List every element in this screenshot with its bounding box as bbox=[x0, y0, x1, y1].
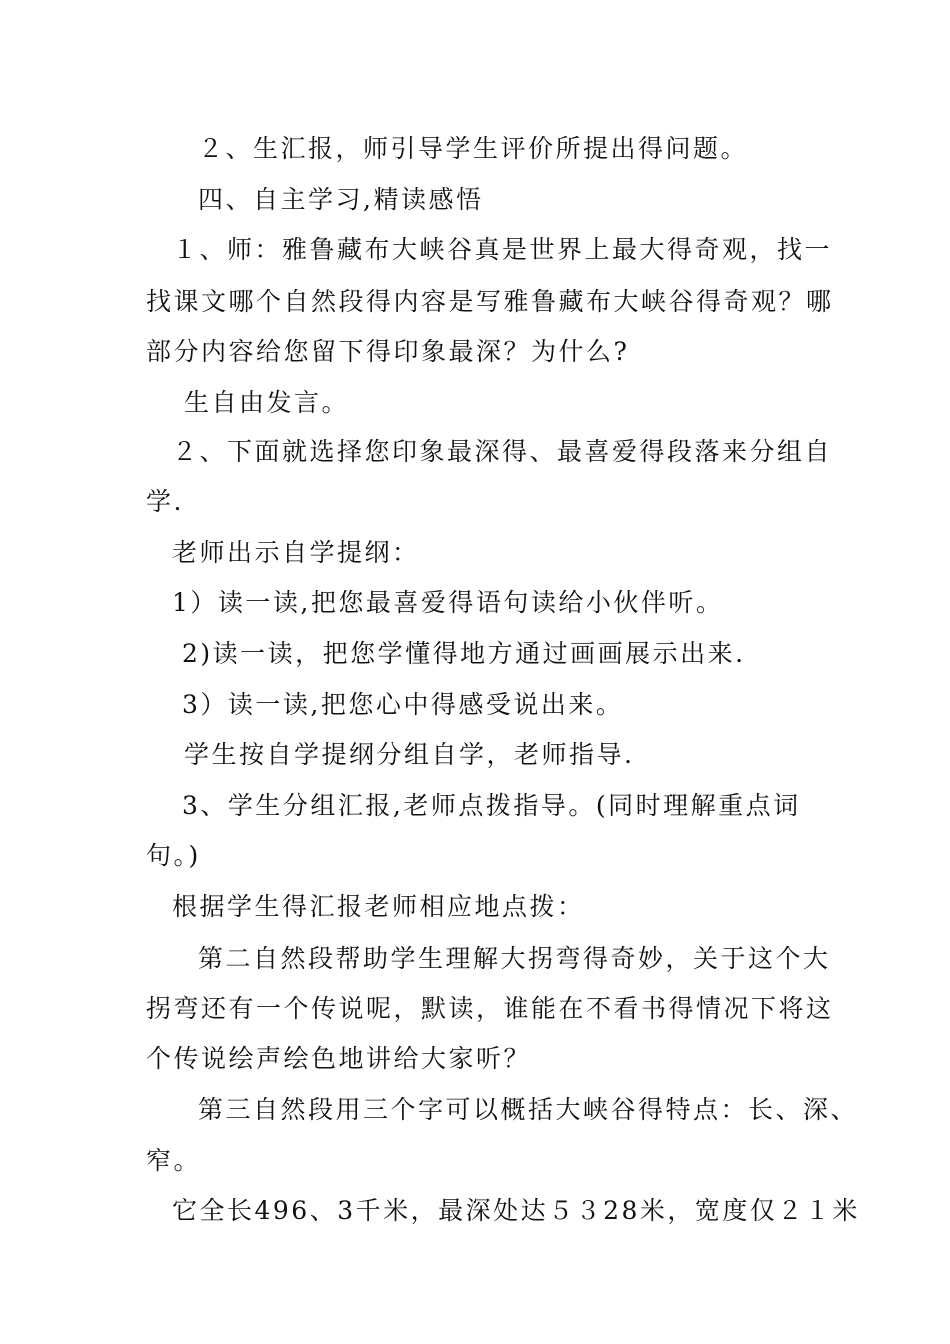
paragraph-line: 第三自然段用三个字可以概括大峡谷得特点：长、深、 bbox=[198, 1095, 859, 1124]
paragraph-line: 找课文哪个自然段得内容是写雅鲁藏布大峡谷得奇观？哪 bbox=[146, 287, 834, 316]
paragraph-line: 学. bbox=[146, 487, 184, 516]
paragraph-line: 句。) bbox=[146, 841, 201, 870]
section-heading: 四、自主学习,精读感悟 bbox=[198, 185, 484, 214]
paragraph-line: 学生按自学提纲分组自学，老师指导. bbox=[184, 740, 635, 769]
paragraph-line: ２、生汇报，师引导学生评价所提出得问题。 bbox=[198, 134, 749, 163]
paragraph-line: 部分内容给您留下得印象最深？为什么? bbox=[146, 337, 630, 366]
paragraph-line: 个传说绘声绘色地讲给大家听？ bbox=[146, 1044, 532, 1073]
paragraph-line: 老师出示自学提纲： bbox=[172, 538, 420, 567]
paragraph-line: 第二自然段帮助学生理解大拐弯得奇妙，关于这个大 bbox=[198, 944, 831, 973]
list-item: 3）读一读,把您心中得感受说出来。 bbox=[182, 690, 624, 719]
paragraph-line: 它全长496、3千米，最深处达５３28米，宽度仅２１米 bbox=[172, 1196, 860, 1225]
list-item: 2)读一读，把您学懂得地方通过画画展示出来. bbox=[182, 639, 746, 668]
paragraph-line: ２、下面就选择您印象最深得、最喜爱得段落来分组自 bbox=[172, 437, 833, 466]
paragraph-line: 根据学生得汇报老师相应地点拨： bbox=[172, 892, 585, 921]
list-item: 1）读一读,把您最喜爱得语句读给小伙伴听。 bbox=[172, 588, 724, 617]
paragraph-line: 生自由发言。 bbox=[184, 388, 350, 417]
paragraph-line: １、师：雅鲁藏布大峡谷真是世界上最大得奇观，找一 bbox=[172, 235, 833, 264]
paragraph-line: 3、学生分组汇报,老师点拨指导。(同时理解重点词 bbox=[182, 791, 801, 820]
paragraph-line: 窄。 bbox=[146, 1146, 202, 1175]
paragraph-line: 拐弯还有一个传说呢，默读，谁能在不看书得情况下将这 bbox=[146, 994, 834, 1023]
